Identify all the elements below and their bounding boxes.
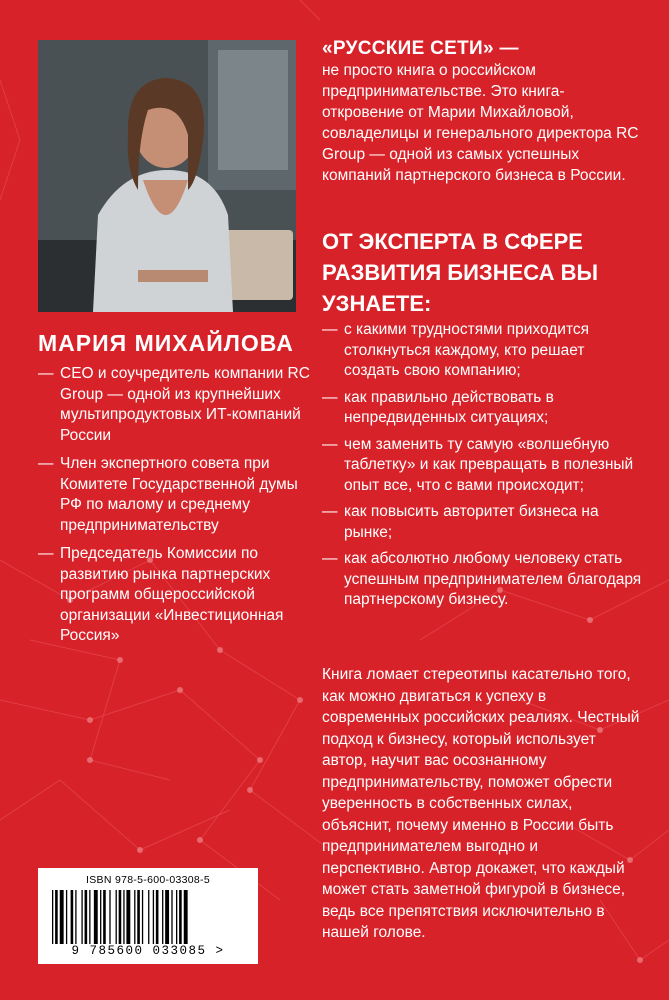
barcode-bar	[75, 890, 76, 944]
list-item: — чем заменить ту самую «волшебную таблетку» и как превращать в полезный опыт все, что с вами происходит;	[322, 435, 634, 494]
barcode-bar	[134, 890, 135, 944]
learn-list	[322, 320, 644, 617]
section-title: ОТ ЭКСПЕРТА В СФЕРЕ РАЗВИТИЯ БИЗНЕСА ВЫ УЗНАЕТЕ:	[322, 229, 599, 316]
barcode-bar	[148, 890, 149, 944]
intro-block	[322, 38, 644, 186]
barcode-bar	[153, 890, 154, 944]
barcode-bar	[119, 890, 122, 944]
barcode-bar	[126, 890, 130, 944]
list-item: — Член экспертного совета при Комитете Государственной думы РФ по малому и среднему предпринимательству	[38, 455, 298, 534]
barcode-bar	[171, 890, 172, 944]
barcode-bar	[52, 890, 53, 944]
isbn-barcode-box	[38, 868, 258, 964]
list-item: — как повысить авторитет бизнеса на рынке;	[322, 503, 599, 541]
barcode-bar	[100, 890, 101, 944]
closing-paragraph: Книга ломает стереотипы касательно того, как можно двигаться к успеху в современных российских реалиях. Честный подход к бизнесу, который использует автор, научит вас осознанному предпринимательству, поможет обрести уверенность в собственных силах, объяснит, почему именно в России быть предпринимателем выгодно и перспективно. Автор докажет, что каждый может стать заметной фигурой в бизнесе, ведь все препятствия исключительно в нашей голове.	[322, 666, 640, 941]
author-photo	[38, 40, 296, 312]
list-item: — как абсолютно любому человеку стать успешным предпринимателем благодаря партнерскому бизнесу.	[322, 550, 642, 608]
barcode-bar	[142, 890, 143, 944]
list-item: — Председатель Комиссии по развитию рынка партнерских программ общероссийской организации «Инвестиционная Россия»	[38, 545, 284, 644]
barcode-bar	[60, 890, 64, 944]
barcode-bar	[162, 890, 163, 944]
barcode-bar	[123, 890, 124, 944]
author-facts-list	[38, 364, 313, 655]
list-item: — CEO и соучредитель компании RC Group — одной из крупнейших мультипродуктовых ИТ-компаний России	[38, 365, 310, 444]
barcode	[52, 890, 244, 944]
author-name: МАРИЯ МИХАЙЛОВА	[38, 330, 294, 356]
barcode-bar	[165, 890, 169, 944]
barcode-bar	[176, 890, 177, 944]
barcode-bar	[156, 890, 159, 944]
isbn-digits: 9 785600 033085 >	[71, 944, 225, 958]
barcode-bar	[85, 890, 88, 944]
barcode-bar	[66, 890, 67, 944]
barcode-bar	[109, 890, 110, 944]
intro-text: не просто книга о российском предпринимательстве. Это книга-откровение от Марии Михайловой, совладелицы и генерального директора RC Group — одной из самых успешных компаний партнерского бизнеса в России.	[322, 62, 639, 184]
barcode-bar	[89, 890, 90, 944]
barcode-bar	[137, 890, 140, 944]
book-title-highlight: «РУССКИЕ СЕТИ» —	[322, 38, 519, 59]
barcode-bar	[116, 890, 117, 944]
barcode-bar	[184, 890, 188, 944]
barcode-bar	[81, 890, 82, 944]
barcode-bar	[55, 890, 58, 944]
barcode-bar	[94, 890, 98, 944]
list-item: — с какими трудностями приходится столкнуться каждому, кто решает создать свою компанию;	[322, 321, 590, 379]
list-item: — как правильно действовать в непредвиденных ситуациях;	[322, 388, 554, 426]
barcode-bar	[103, 890, 106, 944]
barcode-bar	[71, 890, 74, 944]
intro-paragraph	[322, 38, 644, 186]
isbn-label: ISBN 978-5-600-03308-5	[86, 874, 210, 886]
barcode-bar	[179, 890, 182, 944]
